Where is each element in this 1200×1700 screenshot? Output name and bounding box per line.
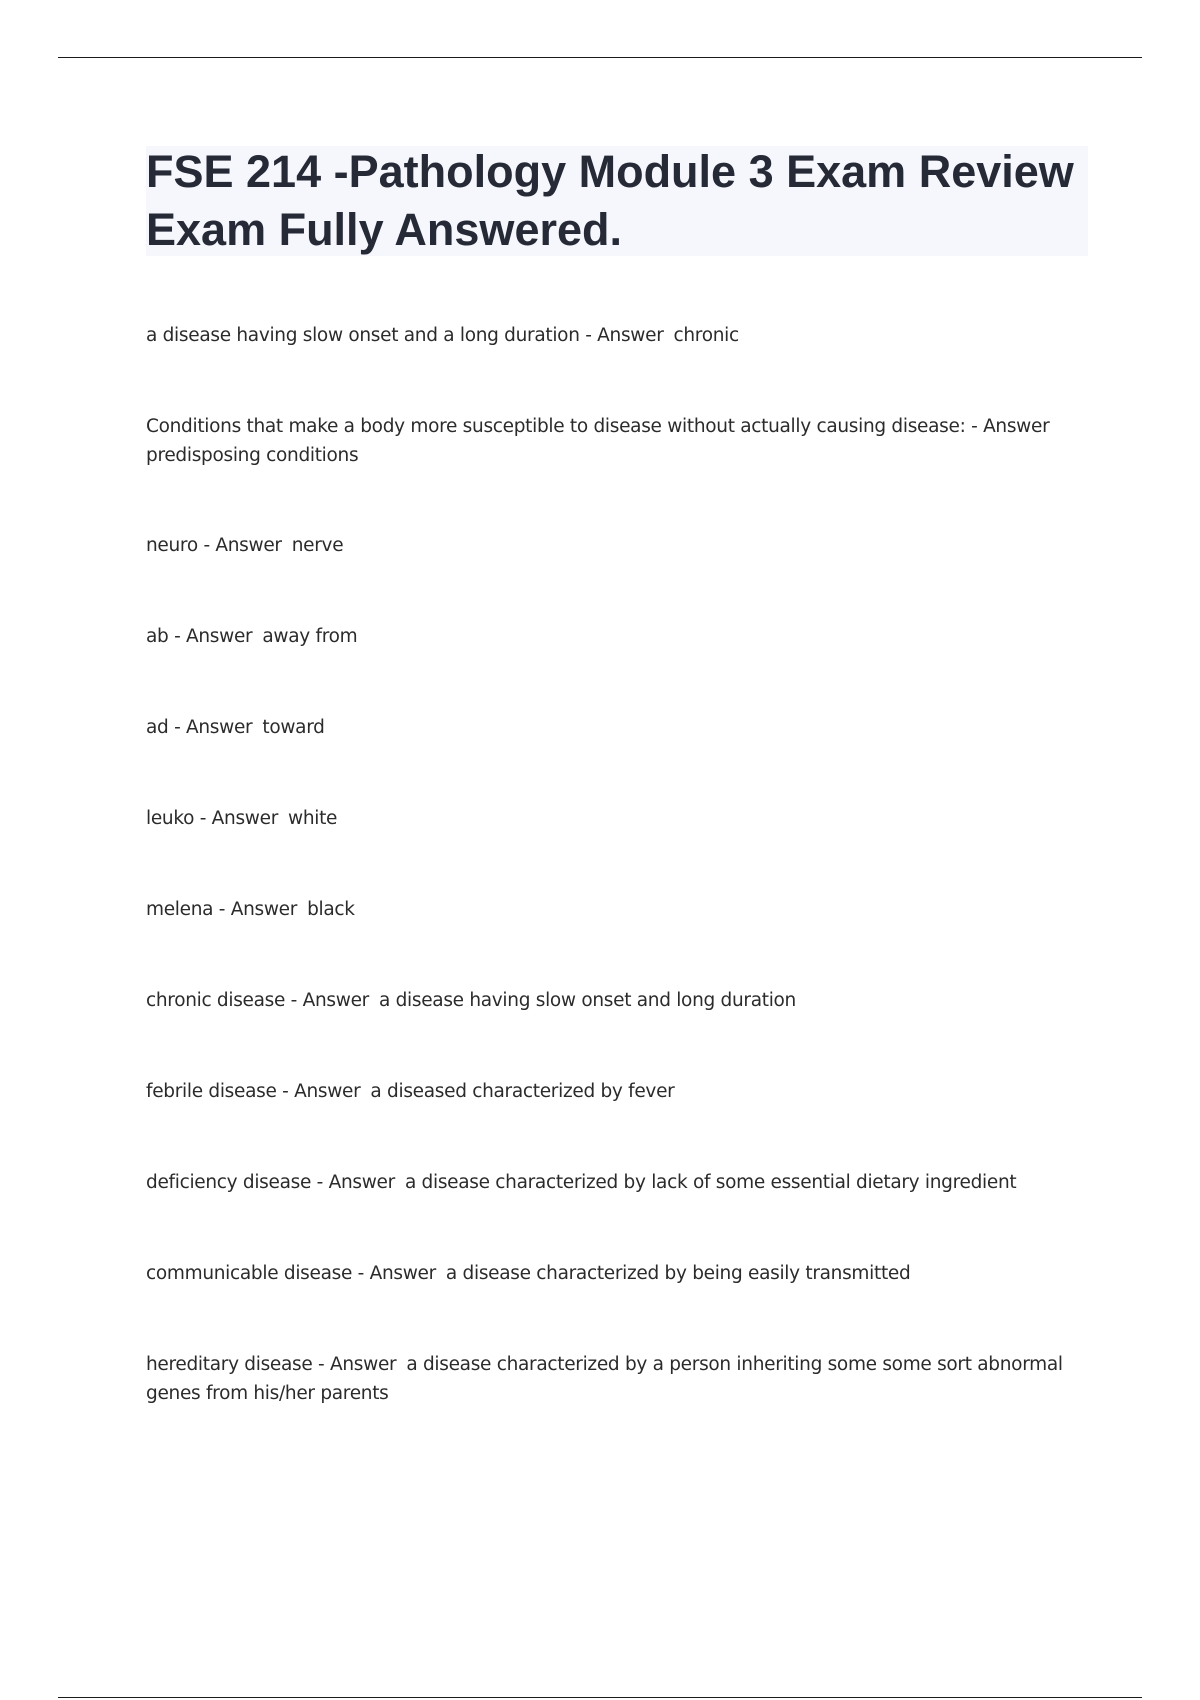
answer: chronic [673,324,739,346]
answer: black [307,898,355,920]
answer-separator: - Answer [213,898,298,920]
qa-item [146,622,1088,651]
answer-separator: - Answer [168,716,253,738]
answer-separator: - Answer [197,534,282,556]
answer-separator: - Answer [194,807,278,829]
qa-item [146,713,1088,742]
answer-separator: - Answer [168,625,253,647]
answer-separator: - Answer [311,1171,395,1193]
answer-separator: - Answer [312,1353,397,1375]
answer: a disease characterized by being easily transmitted [445,1262,911,1284]
answer: nerve [291,534,344,556]
answer: a disease having slow onset and long duration [378,989,796,1011]
qa-item [146,804,1088,833]
qa-item [146,321,1088,350]
question: a disease having slow onset and a long duration [146,324,580,346]
question: melena [146,898,214,920]
question: communicable disease [146,1262,353,1284]
question: hereditary disease [146,1353,313,1375]
question: chronic disease [146,989,286,1011]
answer-separator: - Answer [276,1080,361,1102]
answer: predisposing conditions [146,444,359,466]
answer-separator: - Answer [285,989,369,1011]
qa-item [146,1077,1088,1106]
answer: a disease characterized by a person inheriting some some sort abnormal genes from his/her parents [146,1353,1063,1404]
qa-item [146,1259,1088,1288]
question: neuro [146,534,198,556]
qa-item [146,1168,1088,1197]
bottom-rule [58,1697,1142,1698]
qa-item [146,412,1088,470]
qa-item [146,1350,1088,1408]
answer-separator: - Answer [579,324,664,346]
answer: a disease characterized by lack of some essential dietary ingredient [404,1171,1017,1193]
qa-item [146,986,1088,1015]
question: leuko [146,807,195,829]
answer: a diseased characterized by fever [370,1080,675,1102]
answer: toward [262,716,325,738]
question: Conditions that make a body more susceptible to disease without actually causing disease: [146,415,966,437]
document-title: FSE 214 -Pathology Module 3 Exam Review Exam Fully Answered. [146,146,1074,255]
question: febrile disease [146,1080,277,1102]
answer-separator: - Answer [965,415,1050,437]
question: ab [146,625,169,647]
qa-item [146,895,1088,924]
title-highlight [146,146,1088,256]
question: ad [146,716,169,738]
qa-item [146,531,1088,560]
answer: white [288,807,338,829]
answer-separator: - Answer [352,1262,436,1284]
question: deficiency disease [146,1171,312,1193]
answer: away from [262,625,358,647]
top-rule [58,57,1142,58]
